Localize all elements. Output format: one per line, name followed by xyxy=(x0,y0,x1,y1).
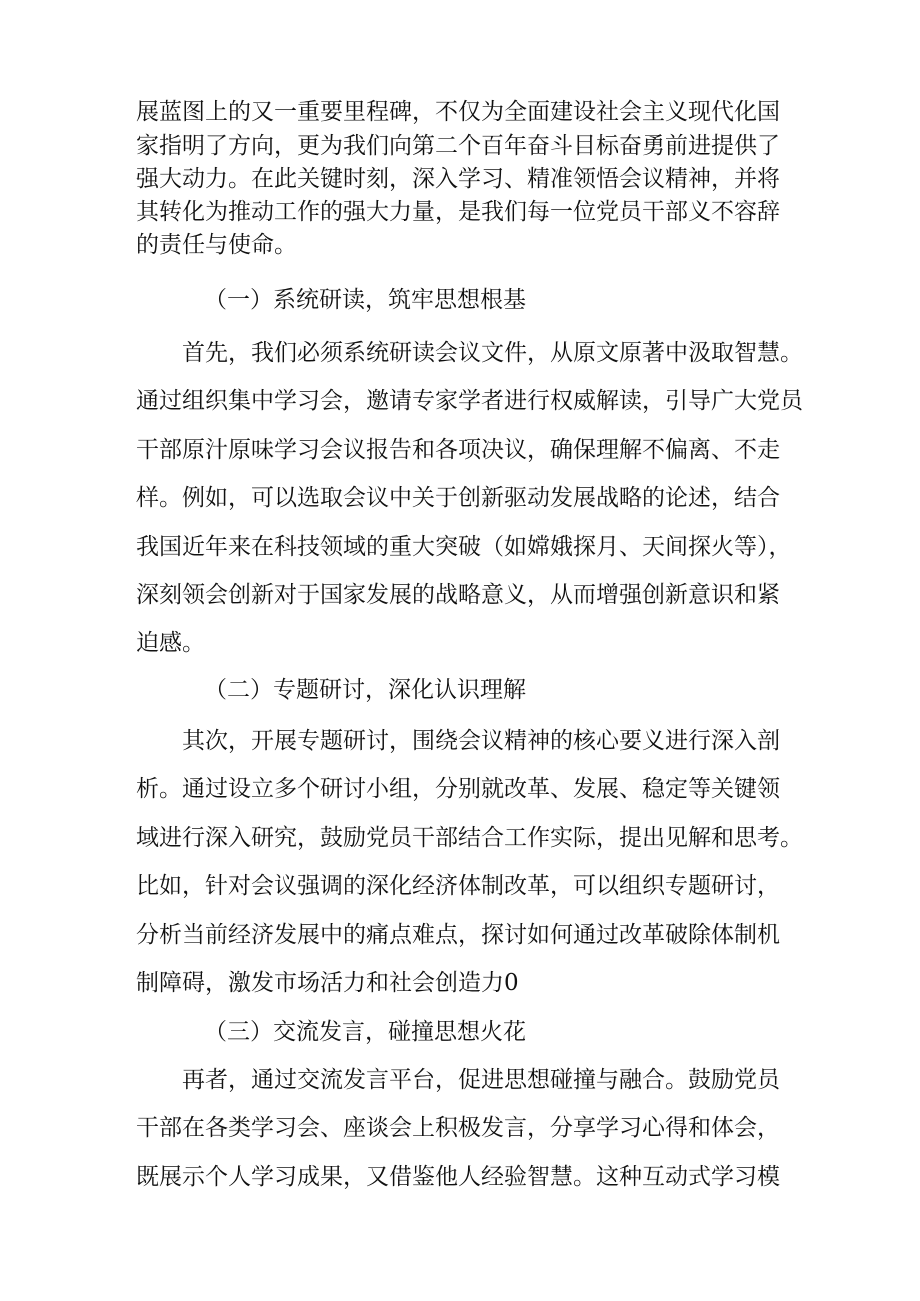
section-3-heading: （三）交流发言，碰撞思想火花 xyxy=(204,1019,526,1045)
section-2-line-3: 域进行深入研究，鼓励党员干部结合工作实际，提出见解和思考。 xyxy=(136,825,803,851)
section-2-heading: （二）专题研讨，深化认识理解 xyxy=(204,677,526,703)
section-1-line-5: 我国近年来在科技领域的重大突破（如嫦娥探月、天间探火等）， xyxy=(136,534,792,560)
section-1-line-1: 首先，我们必须系统研读会议文件，从原文原著中汲取智慧。 xyxy=(182,340,803,366)
section-1-line-4: 样。例如，可以选取会议中关于创新驱动发展战略的论述，结合 xyxy=(136,485,780,511)
section-2-line-5: 分析当前经济发展中的痛点难点，探讨如何通过改革破除体制机 xyxy=(136,922,780,948)
section-1-line-7: 迫感。 xyxy=(136,630,205,656)
section-2-line-2: 析。通过设立多个研讨小组，分别就改革、发展、稳定等关键领 xyxy=(136,776,780,802)
section-3-line-1: 再者，通过交流发言平台，促进思想碰撞与融合。鼓励党员 xyxy=(182,1067,780,1093)
section-2-line-4: 比如，针对会议强调的深化经济体制改革，可以组织专题研讨， xyxy=(136,873,780,899)
section-1-line-2: 通过组织集中学习会，邀请专家学者进行权威解读，引导广大党员 xyxy=(136,388,803,414)
intro-line-4: 其转化为推动工作的强大力量，是我们每一位党员干部义不容辞 xyxy=(136,199,780,225)
intro-line-2: 家指明了方向，更为我们向第二个百年奋斗目标奋勇前进提供了 xyxy=(136,133,780,159)
section-3-line-3: 既展示个人学习成果，又借鉴他人经验智慧。这种互动式学习模 xyxy=(136,1164,780,1190)
intro-line-1: 展蓝图上的又一重要里程碑，不仅为全面建设社会主义现代化国 xyxy=(136,99,780,125)
intro-line-5: 的责任与使命。 xyxy=(136,232,297,258)
section-1-line-3: 干部原汁原味学习会议报告和各项决议，确保理解不偏离、不走 xyxy=(136,437,780,463)
section-2-line-6: 制障碍，激发市场活力和社会创造力0 xyxy=(136,970,519,996)
section-2-line-1: 其次，开展专题研讨，围绕会议精神的核心要义进行深入剖 xyxy=(182,728,780,754)
section-1-line-6: 深刻领会创新对于国家发展的战略意义，从而增强创新意识和紧 xyxy=(136,582,780,608)
section-1-heading: （一）系统研读，筑牢思想根基 xyxy=(204,287,526,313)
section-3-line-2: 干部在各类学习会、座谈会上积极发言，分享学习心得和体会， xyxy=(136,1115,780,1141)
intro-line-3: 强大动力。在此关键时刻，深入学习、精准领悟会议精神，并将 xyxy=(136,166,780,192)
